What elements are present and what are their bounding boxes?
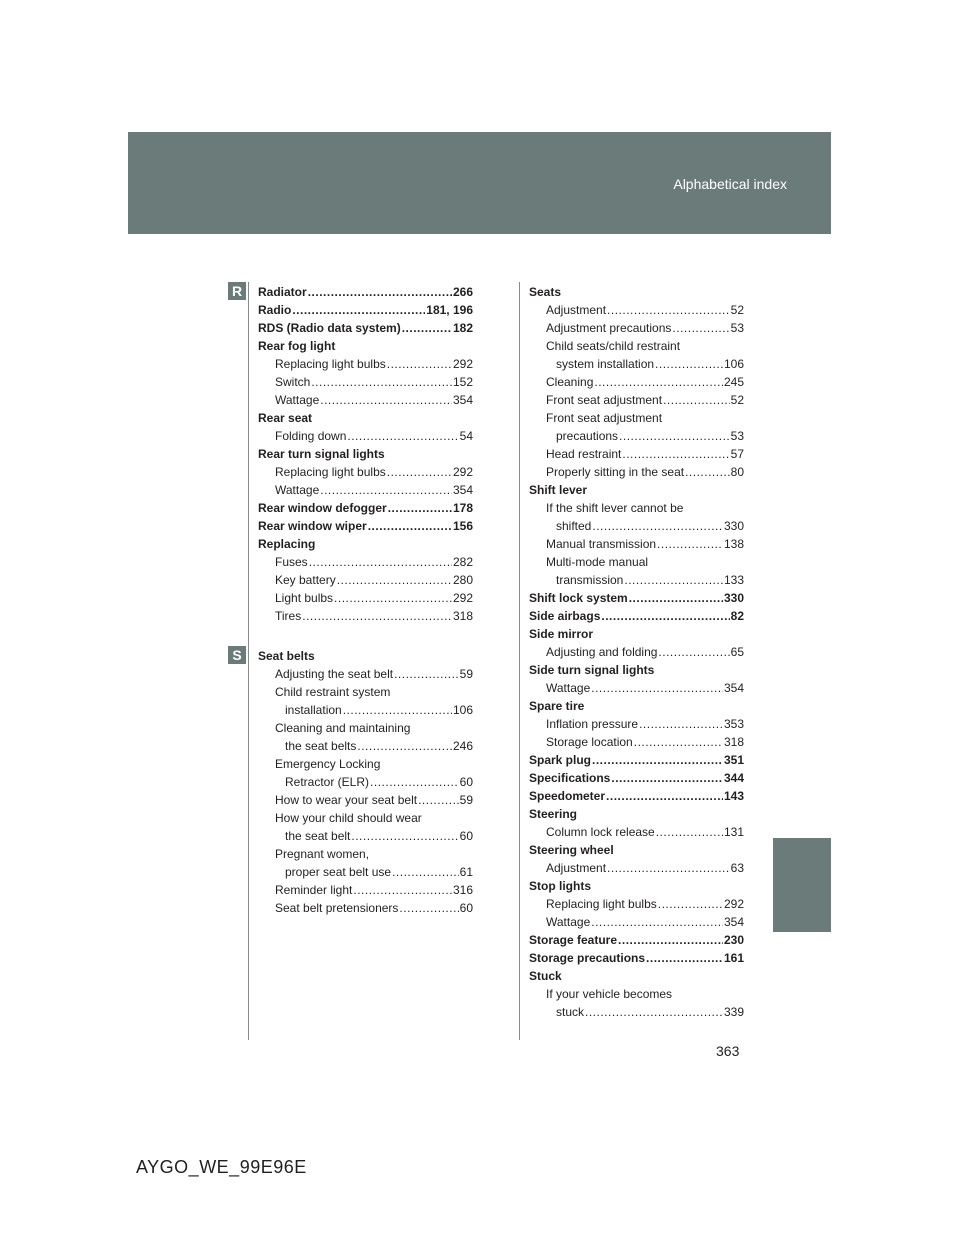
dot-leader (320, 481, 452, 499)
entry-label: Emergency Locking (275, 757, 381, 771)
dot-leader (594, 373, 723, 391)
entry-page: 82 (730, 609, 744, 623)
entry-label: Folding down (275, 429, 347, 443)
entry-page: 330 (723, 519, 744, 533)
index-entry (529, 679, 744, 697)
index-entry (258, 481, 473, 499)
index-entry (258, 827, 473, 845)
dot-leader (658, 895, 723, 913)
entry-label: Storage precautions (529, 951, 646, 965)
index-entry (529, 949, 744, 967)
page-number: 363 (716, 1043, 740, 1059)
index-entry (529, 499, 744, 517)
dot-leader (591, 679, 723, 697)
entry-page: 59 (459, 667, 473, 681)
entry-label: precautions (556, 429, 619, 443)
dot-leader (601, 607, 729, 625)
index-entry (258, 535, 473, 553)
entry-label: Spark plug (529, 753, 592, 767)
entry-page: 246 (452, 739, 473, 753)
entry-label: Storage feature (529, 933, 618, 947)
entry-page: 330 (723, 591, 744, 605)
dot-leader (368, 517, 452, 535)
entry-page: 316 (452, 883, 473, 897)
entry-page: 354 (723, 915, 744, 929)
index-entry (529, 697, 744, 715)
entry-label: Side mirror (529, 627, 594, 641)
entry-label: Rear window wiper (258, 519, 367, 533)
dot-leader (639, 715, 723, 733)
entry-label: Properly sitting in the seat (546, 465, 685, 479)
index-entry (529, 859, 744, 877)
entry-page: 354 (452, 483, 473, 497)
entry-label: Adjusting and folding (546, 645, 658, 659)
index-entry (258, 791, 473, 809)
dot-leader (353, 881, 452, 899)
entry-label: shifted (556, 519, 592, 533)
index-entry (529, 535, 744, 553)
dot-leader (607, 859, 730, 877)
index-entry (258, 319, 473, 337)
entry-label: Key battery (275, 573, 336, 587)
entry-label: Pregnant women, (275, 847, 370, 861)
entry-page: 318 (723, 735, 744, 749)
index-entry (529, 823, 744, 841)
entry-page: 53 (730, 321, 744, 335)
dot-leader (591, 913, 723, 931)
entry-label: Adjustment precautions (546, 321, 672, 335)
index-entry (529, 985, 744, 1003)
entry-label: system installation (556, 357, 655, 371)
entry-label: Seats (529, 285, 562, 299)
entry-label: Rear seat (258, 411, 313, 425)
dot-leader (656, 823, 723, 841)
index-entry (529, 445, 744, 463)
dot-leader (292, 301, 425, 319)
dot-leader (672, 319, 729, 337)
dot-leader (370, 773, 459, 791)
index-entry (529, 481, 744, 499)
entry-page: 54 (459, 429, 473, 443)
entry-label: Front seat adjustment (546, 393, 663, 407)
index-column-2 (529, 283, 744, 1021)
dot-leader (351, 827, 458, 845)
index-entry (258, 589, 473, 607)
entry-page: 280 (452, 573, 473, 587)
section-gap (258, 625, 473, 647)
entry-page: 318 (452, 609, 473, 623)
entry-label: Child restraint system (275, 685, 391, 699)
section-title: Alphabetical index (673, 176, 787, 192)
entry-label: Replacing light bulbs (275, 357, 386, 371)
entry-page: 339 (723, 1005, 744, 1019)
index-entry (529, 769, 744, 787)
dot-leader (585, 1003, 723, 1021)
entry-page: 52 (730, 393, 744, 407)
index-entry (258, 701, 473, 719)
entry-label: Head restraint (546, 447, 622, 461)
entry-label: Steering wheel (529, 843, 614, 857)
index-entry (258, 607, 473, 625)
index-entry (258, 571, 473, 589)
entry-label: Column lock release (546, 825, 655, 839)
index-entry (529, 391, 744, 409)
dot-leader (611, 769, 723, 787)
dot-leader (629, 589, 723, 607)
entry-page: 344 (723, 771, 744, 785)
entry-page: 59 (459, 793, 473, 807)
index-entry (529, 337, 744, 355)
dot-leader (337, 571, 452, 589)
index-entry (529, 517, 744, 535)
dot-leader (618, 931, 723, 949)
entry-page: 181, 196 (426, 303, 473, 317)
entry-page: 53 (730, 429, 744, 443)
entry-label: How your child should wear (275, 811, 422, 825)
entry-label: Adjustment (546, 303, 607, 317)
entry-page: 282 (452, 555, 473, 569)
dot-leader (658, 643, 729, 661)
index-entry (258, 809, 473, 827)
letter-tab-s: S (228, 646, 246, 664)
dot-leader (624, 571, 723, 589)
index-entry (258, 283, 473, 301)
entry-page: 52 (730, 303, 744, 317)
index-entry (529, 805, 744, 823)
index-entry (529, 319, 744, 337)
dot-leader (334, 589, 452, 607)
dot-leader (357, 737, 452, 755)
index-entry (258, 373, 473, 391)
index-entry (529, 661, 744, 679)
index-entry (529, 895, 744, 913)
index-entry (258, 773, 473, 791)
entry-label: the seat belt (285, 829, 351, 843)
dot-leader (634, 733, 723, 751)
entry-label: Adjusting the seat belt (275, 667, 394, 681)
index-entry (529, 409, 744, 427)
entry-label: Wattage (275, 483, 320, 497)
dot-leader (308, 283, 452, 301)
entry-page: 60 (459, 775, 473, 789)
entry-label: Retractor (ELR) (285, 775, 370, 789)
index-entry (258, 719, 473, 737)
entry-page: 80 (730, 465, 744, 479)
index-entry (529, 553, 744, 571)
index-entry (529, 373, 744, 391)
index-entry (258, 391, 473, 409)
entry-label: Stop lights (529, 879, 591, 893)
dot-leader (607, 301, 730, 319)
entry-page: 63 (730, 861, 744, 875)
entry-label: Cleaning (546, 375, 594, 389)
entry-label: Replacing light bulbs (546, 897, 657, 911)
index-entry (258, 409, 473, 427)
dot-leader (592, 517, 723, 535)
dot-leader (387, 355, 452, 373)
entry-page: 106 (452, 703, 473, 717)
entry-label: Multi-mode manual (546, 555, 649, 569)
entry-label: Spare tire (529, 699, 585, 713)
index-entry (258, 881, 473, 899)
entry-page: 106 (723, 357, 744, 371)
index-entry (258, 337, 473, 355)
entry-page: 353 (723, 717, 744, 731)
index-entry (529, 913, 744, 931)
entry-label: Radiator (258, 285, 307, 299)
index-entry (529, 715, 744, 733)
entry-label: installation (285, 703, 342, 717)
index-entry (258, 355, 473, 373)
entry-page: 60 (459, 829, 473, 843)
column-divider-middle (519, 282, 520, 1040)
dot-leader (387, 463, 452, 481)
entry-label: Specifications (529, 771, 611, 785)
index-entry (258, 863, 473, 881)
entry-page: 131 (723, 825, 744, 839)
dot-leader (685, 463, 730, 481)
index-entry (529, 463, 744, 481)
index-entry (529, 643, 744, 661)
index-entry (258, 463, 473, 481)
index-entry (529, 877, 744, 895)
entry-label: Shift lever (529, 483, 588, 497)
side-thumb-tab (773, 838, 831, 932)
index-entry (529, 751, 744, 769)
entry-page: 354 (723, 681, 744, 695)
entry-label: Wattage (546, 915, 591, 929)
dot-leader (418, 791, 459, 809)
entry-page: 351 (723, 753, 744, 767)
dot-leader (399, 899, 458, 917)
index-entry (529, 931, 744, 949)
index-entry (258, 737, 473, 755)
dot-leader (622, 445, 729, 463)
index-entry (529, 733, 744, 751)
dot-leader (663, 391, 730, 409)
dot-leader (311, 373, 452, 391)
letter-tab-r: R (228, 282, 246, 300)
entry-page: 65 (730, 645, 744, 659)
entry-label: Side turn signal lights (529, 663, 655, 677)
entry-page: 292 (452, 465, 473, 479)
entry-label: Front seat adjustment (546, 411, 663, 425)
entry-label: Steering (529, 807, 578, 821)
dot-leader (343, 701, 452, 719)
index-entry (258, 445, 473, 463)
index-entry (529, 355, 744, 373)
entry-label: Wattage (546, 681, 591, 695)
entry-label: RDS (Radio data system) (258, 321, 401, 335)
dot-leader (606, 787, 723, 805)
index-entry (529, 571, 744, 589)
index-entry (258, 683, 473, 701)
entry-page: 245 (723, 375, 744, 389)
entry-label: stuck (556, 1005, 585, 1019)
dot-leader (388, 499, 452, 517)
dot-leader (320, 391, 452, 409)
entry-label: transmission (556, 573, 624, 587)
entry-page: 292 (723, 897, 744, 911)
entry-label: Wattage (275, 393, 320, 407)
index-entry (258, 665, 473, 683)
entry-label: Switch (275, 375, 311, 389)
entry-label: Seat belts (258, 649, 315, 663)
dot-leader (309, 553, 452, 571)
entry-page: 292 (452, 357, 473, 371)
entry-page: 354 (452, 393, 473, 407)
index-entry (529, 283, 744, 301)
entry-label: Speedometer (529, 789, 606, 803)
column-divider-left (248, 282, 249, 1040)
dot-leader (655, 355, 723, 373)
dot-leader (657, 535, 723, 553)
entry-label: Storage location (546, 735, 633, 749)
entry-page: 161 (723, 951, 744, 965)
entry-label: Replacing (258, 537, 316, 551)
entry-page: 61 (459, 865, 473, 879)
entry-label: the seat belts (285, 739, 357, 753)
entry-label: Radio (258, 303, 292, 317)
index-entry (258, 845, 473, 863)
entry-label: If your vehicle becomes (546, 987, 673, 1001)
entry-page: 57 (730, 447, 744, 461)
header-bar (128, 132, 831, 234)
entry-page: 182 (452, 321, 473, 335)
entry-page: 292 (452, 591, 473, 605)
index-column-1 (258, 283, 473, 917)
dot-leader (619, 427, 730, 445)
dot-leader (302, 607, 452, 625)
index-entry (258, 553, 473, 571)
index-entry (258, 755, 473, 773)
entry-label: Light bulbs (275, 591, 334, 605)
entry-label: Rear fog light (258, 339, 336, 353)
entry-page: 152 (452, 375, 473, 389)
index-entry (529, 841, 744, 859)
index-entry (258, 499, 473, 517)
index-entry (258, 517, 473, 535)
entry-label: proper seat belt use (285, 865, 392, 879)
dot-leader (394, 665, 459, 683)
index-entry (258, 301, 473, 319)
entry-label: Tires (275, 609, 302, 623)
entry-label: Seat belt pretensioners (275, 901, 399, 915)
entry-label: Shift lock system (529, 591, 628, 605)
entry-label: Rear turn signal lights (258, 447, 385, 461)
entry-label: Fuses (275, 555, 308, 569)
dot-leader (392, 863, 459, 881)
entry-page: 138 (723, 537, 744, 551)
entry-page: 178 (452, 501, 473, 515)
dot-leader (402, 319, 452, 337)
dot-leader (592, 751, 723, 769)
index-entry (258, 427, 473, 445)
entry-page: 60 (459, 901, 473, 915)
index-entry (529, 787, 744, 805)
entry-label: Manual transmission (546, 537, 657, 551)
index-entry (529, 1003, 744, 1021)
dot-leader (347, 427, 458, 445)
entry-label: Inflation pressure (546, 717, 639, 731)
index-entry (529, 625, 744, 643)
entry-page: 156 (452, 519, 473, 533)
entry-label: Child seats/child restraint (546, 339, 681, 353)
index-entry (258, 899, 473, 917)
entry-label: Cleaning and maintaining (275, 721, 411, 735)
entry-page: 266 (452, 285, 473, 299)
entry-label: Adjustment (546, 861, 607, 875)
index-entry (529, 427, 744, 445)
entry-page: 230 (723, 933, 744, 947)
entry-label: Reminder light (275, 883, 353, 897)
index-entry (529, 589, 744, 607)
index-entry (258, 647, 473, 665)
index-entry (529, 967, 744, 985)
index-entry (529, 301, 744, 319)
entry-label: If the shift lever cannot be (546, 501, 684, 515)
entry-label: Side airbags (529, 609, 601, 623)
dot-leader (646, 949, 723, 967)
document-code: AYGO_WE_99E96E (136, 1157, 307, 1177)
index-entry (529, 607, 744, 625)
entry-label: Rear window defogger (258, 501, 387, 515)
entry-label: Stuck (529, 969, 562, 983)
entry-label: How to wear your seat belt (275, 793, 418, 807)
entry-label: Replacing light bulbs (275, 465, 386, 479)
entry-page: 133 (723, 573, 744, 587)
entry-page: 143 (723, 789, 744, 803)
